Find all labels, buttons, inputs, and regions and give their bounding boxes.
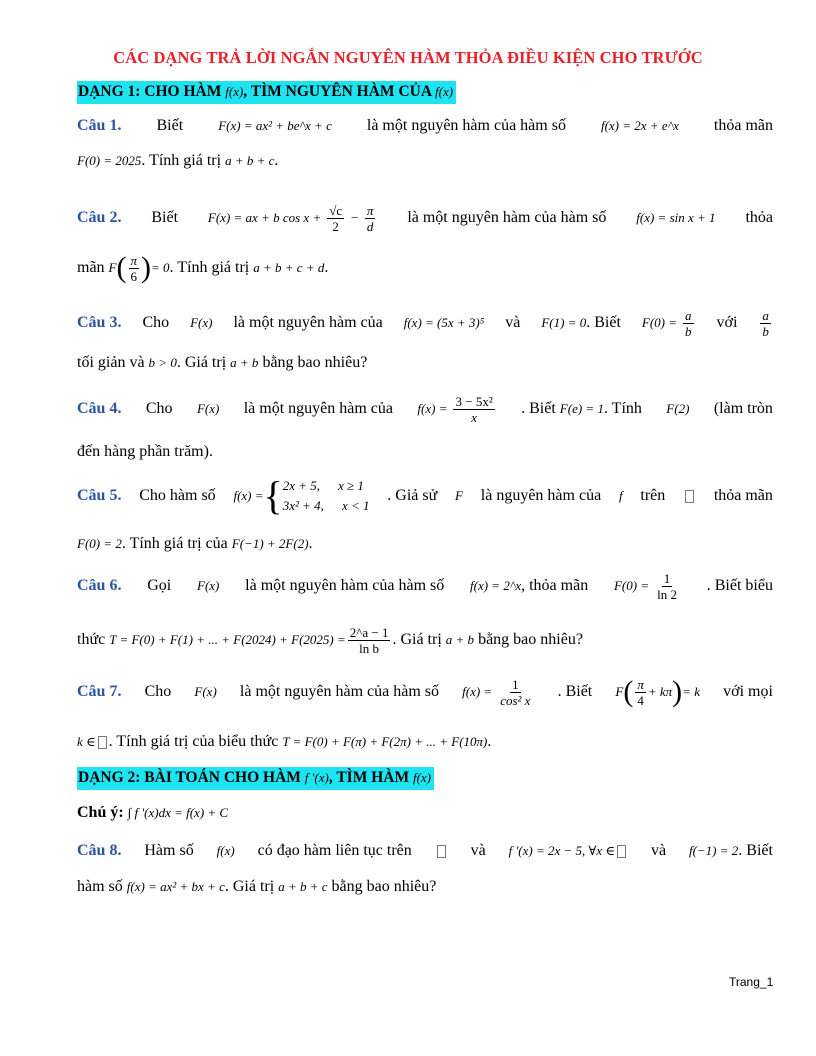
text: là một nguyên hàm của hàm số bbox=[407, 209, 607, 226]
fraction bbox=[327, 203, 344, 234]
numerator: 2^a − 1 bbox=[349, 624, 389, 640]
text: là một nguyên hàm của hàm số bbox=[245, 577, 445, 594]
math-part: F(0) = bbox=[613, 577, 650, 593]
math-fx: f(x) bbox=[412, 770, 432, 785]
question-8-line-1 bbox=[77, 841, 773, 861]
math-expression: T = F(0) + F(1) + ... + F(2024) + F(2025) = bbox=[109, 632, 346, 647]
question-7-line-2 bbox=[77, 732, 773, 752]
question-2-line-2 bbox=[77, 250, 773, 286]
text: bằng bao nhiêu? bbox=[262, 354, 368, 371]
math-expression: f(x) = 2^x bbox=[470, 578, 522, 593]
text: là nguyên hàm của bbox=[480, 487, 602, 504]
math-expression: F(2) bbox=[666, 401, 690, 416]
text: Biết bbox=[156, 117, 184, 134]
math-part: = k bbox=[682, 684, 700, 699]
page-number: Trang_1 bbox=[729, 975, 774, 989]
question-3-line-1 bbox=[77, 305, 773, 341]
section-heading-dang-2 bbox=[77, 767, 434, 790]
question-label: Câu 4. bbox=[77, 400, 122, 417]
math-expression: ∫ f '(x)dx = f(x) + C bbox=[127, 805, 229, 820]
math-expression: f(x) = sin x + 1 bbox=[636, 210, 716, 225]
question-label: Câu 3. bbox=[77, 314, 122, 331]
math-expression: F(0) = 2025 bbox=[77, 153, 142, 168]
math-fx: f(x) bbox=[435, 84, 454, 99]
text: và bbox=[505, 314, 521, 331]
numerator: 3 − 5x² bbox=[455, 393, 493, 409]
text: Cho bbox=[145, 400, 173, 417]
math-expression: f(x) = ax² + bx + c bbox=[126, 879, 225, 894]
math-expression: f(x) = (5x + 3)⁵ bbox=[403, 315, 485, 330]
section-mid: , TÌM NGUYÊN HÀM CỦA bbox=[243, 83, 432, 100]
question-label: Câu 5. bbox=[77, 487, 122, 504]
math-part: − bbox=[350, 209, 359, 225]
numerator: √c bbox=[329, 202, 343, 218]
math-fprime: f '(x) bbox=[304, 770, 329, 785]
math-expression: F(x) bbox=[197, 578, 220, 593]
text: . Tính giá trị của biểu thức bbox=[108, 733, 279, 750]
question-4-line-1 bbox=[77, 389, 773, 429]
case-row bbox=[283, 496, 370, 516]
text: (làm tròn bbox=[713, 400, 773, 417]
page-title: CÁC DẠNG TRẢ LỜI NGẮN NGUYÊN HÀM THỎA ĐIỀU KIỆN CHO TRƯỚC bbox=[113, 48, 703, 67]
math-expression bbox=[614, 571, 681, 602]
paren-close: ) bbox=[672, 675, 683, 708]
text: Cho hàm số bbox=[139, 487, 216, 504]
text: . bbox=[308, 535, 313, 552]
text: là một nguyên hàm của hàm số bbox=[239, 683, 439, 700]
piecewise-function bbox=[233, 473, 370, 518]
math-expression: f bbox=[618, 488, 623, 503]
math-expression bbox=[208, 203, 378, 234]
math-expression: b > 0 bbox=[148, 355, 177, 370]
numerator: π bbox=[366, 202, 374, 218]
text: là một nguyên hàm của bbox=[233, 314, 383, 331]
text: . Tính giá trị của bbox=[121, 535, 228, 552]
fraction bbox=[129, 253, 140, 284]
question-4-line-2 bbox=[77, 442, 773, 462]
math-expression: a + b bbox=[230, 355, 259, 370]
text: Cho bbox=[144, 683, 172, 700]
fraction bbox=[348, 625, 391, 656]
question-label: Câu 6. bbox=[77, 577, 122, 594]
text: thỏa bbox=[745, 209, 773, 226]
text: . Giá trị bbox=[176, 354, 227, 371]
text: với mọi bbox=[723, 683, 773, 700]
text: . Giá trị bbox=[392, 631, 442, 648]
text: . Giá trị bbox=[224, 878, 275, 895]
math-expression: a + b + c bbox=[225, 153, 275, 168]
question-2-line-1 bbox=[77, 200, 773, 236]
math-part: F bbox=[108, 260, 117, 275]
question-label: Câu 2. bbox=[77, 209, 122, 226]
text: . Giả sử bbox=[387, 487, 438, 504]
text: Cho bbox=[142, 314, 170, 331]
math-expression: f(−1) = 2 bbox=[688, 843, 739, 858]
text: Hàm số bbox=[144, 842, 194, 859]
text: Biết bbox=[151, 209, 179, 226]
fraction bbox=[683, 308, 694, 339]
question-7-line-1 bbox=[77, 672, 773, 712]
numerator: π bbox=[637, 676, 644, 692]
math-expression: a + b + c + d bbox=[253, 260, 325, 275]
numerator: π bbox=[130, 252, 138, 268]
case-condition: x < 1 bbox=[341, 498, 370, 513]
text: . Biết biểu bbox=[706, 577, 773, 594]
text: là một nguyên hàm của hàm số bbox=[366, 117, 566, 134]
section-label: DẠNG 1: CHO HÀM bbox=[78, 83, 222, 100]
text: có đạo hàm liên tục trên bbox=[257, 842, 412, 859]
math-expression: F(x) = ax² + be^x + c bbox=[218, 118, 332, 133]
paren-open: ( bbox=[623, 675, 634, 708]
math-part: F bbox=[615, 684, 624, 699]
question-label: Câu 1. bbox=[77, 117, 122, 134]
math-part: F(x) = ax + b cos x + bbox=[207, 209, 322, 225]
fraction bbox=[655, 571, 679, 602]
missing-glyph-icon bbox=[617, 845, 626, 858]
question-5-line-2 bbox=[77, 534, 773, 554]
math-expression: F(x) bbox=[190, 315, 213, 330]
text: . Tính giá trị bbox=[169, 259, 250, 276]
math-expression: f(x) = 2x + e^x bbox=[600, 118, 679, 133]
text: mãn bbox=[77, 259, 105, 276]
math-expression: F bbox=[455, 488, 463, 503]
note-line bbox=[77, 803, 773, 823]
math-fx: f(x) bbox=[225, 84, 244, 99]
denominator: 4 bbox=[637, 692, 644, 708]
numerator: 1 bbox=[512, 676, 519, 692]
math-expression: F(x) bbox=[196, 401, 220, 416]
section-label: DẠNG 2: BÀI TOÁN CHO HÀM bbox=[78, 769, 301, 786]
denominator: ln 2 bbox=[657, 586, 677, 602]
numerator: a bbox=[685, 307, 692, 323]
question-3-line-2 bbox=[77, 353, 773, 373]
text: . Biết bbox=[521, 400, 556, 417]
text: thỏa mãn bbox=[713, 117, 773, 134]
math-expression: a + b bbox=[445, 632, 475, 647]
text: hàm số bbox=[77, 878, 123, 895]
math-expression bbox=[642, 308, 696, 339]
math-expression bbox=[615, 677, 700, 708]
denominator: ln b bbox=[359, 640, 380, 656]
math-expression: F(x) bbox=[194, 684, 217, 699]
math-part: + kπ bbox=[647, 684, 673, 699]
denominator: cos² x bbox=[500, 692, 531, 708]
text: và bbox=[650, 842, 667, 859]
math-expression: F(−1) + 2F(2) bbox=[231, 536, 309, 551]
math-part: = 0 bbox=[151, 260, 170, 275]
question-8-line-2 bbox=[77, 877, 773, 897]
math-expression bbox=[462, 677, 534, 708]
text: thức bbox=[77, 631, 106, 648]
paren-close: ) bbox=[141, 251, 152, 284]
question-6-line-2 bbox=[77, 620, 773, 660]
text: . bbox=[324, 259, 329, 276]
fraction bbox=[635, 677, 646, 708]
question-label: Câu 8. bbox=[77, 842, 122, 859]
math-expression bbox=[417, 394, 496, 425]
fraction bbox=[453, 394, 494, 425]
question-6-line-1 bbox=[77, 566, 773, 606]
text: trên bbox=[640, 487, 666, 504]
section-heading-dang-1 bbox=[77, 81, 456, 104]
fraction bbox=[498, 677, 532, 708]
text: . Biết bbox=[738, 842, 773, 859]
math-expression: T = F(0) + F(π) + F(2π) + ... + F(10π) bbox=[282, 734, 488, 749]
case-expression: 2x + 5, bbox=[282, 478, 321, 493]
text: bằng bao nhiêu? bbox=[331, 878, 437, 895]
cases bbox=[283, 476, 370, 516]
question-label: Câu 7. bbox=[77, 683, 122, 700]
denominator: b bbox=[685, 323, 692, 339]
missing-glyph-icon bbox=[98, 736, 107, 749]
section-mid: , TÌM HÀM bbox=[328, 769, 410, 786]
fraction bbox=[365, 203, 376, 234]
math-part: f(x) = bbox=[462, 683, 493, 699]
math-expression: F(e) = 1 bbox=[559, 401, 604, 416]
math-expression: k ∈ bbox=[77, 734, 96, 749]
missing-glyph-icon bbox=[685, 490, 694, 503]
math-expression: f '(x) = 2x − 5, ∀x ∈ bbox=[508, 843, 616, 858]
fraction bbox=[760, 308, 771, 339]
text: , thỏa mãn bbox=[521, 577, 589, 594]
case-row bbox=[283, 476, 370, 496]
math-expression: f(x) bbox=[216, 843, 235, 858]
missing-glyph-icon bbox=[437, 845, 446, 858]
case-expression: 3x² + 4, bbox=[282, 498, 324, 513]
numerator: 1 bbox=[663, 570, 671, 586]
math-expression: F(0) = 2 bbox=[77, 536, 122, 551]
question-5-line-1 bbox=[77, 474, 773, 518]
denominator: 2 bbox=[332, 218, 339, 234]
text: . Biết bbox=[586, 314, 621, 331]
text: tối giản và bbox=[77, 354, 145, 371]
denominator: x bbox=[471, 409, 477, 425]
math-part: f(x) = bbox=[233, 488, 264, 503]
denominator: d bbox=[366, 218, 374, 234]
text: Gọi bbox=[147, 577, 172, 594]
text: . bbox=[487, 733, 492, 750]
math-part: f(x) = bbox=[417, 400, 448, 416]
note-label: Chú ý: bbox=[77, 804, 124, 821]
text: . Tính giá trị bbox=[141, 152, 222, 169]
denominator: 6 bbox=[130, 268, 137, 284]
case-condition: x ≥ 1 bbox=[338, 478, 364, 493]
math-part: F(0) = bbox=[641, 314, 678, 330]
question-1-line-2 bbox=[77, 151, 773, 171]
brace: { bbox=[263, 473, 283, 518]
text: đến hàng phần trăm). bbox=[77, 443, 213, 460]
text: là một nguyên hàm của bbox=[243, 400, 394, 417]
numerator: a bbox=[762, 307, 769, 323]
text: với bbox=[716, 314, 738, 331]
text: . Tính bbox=[603, 400, 642, 417]
text: . Biết bbox=[557, 683, 593, 700]
paren-open: ( bbox=[116, 251, 127, 284]
math-expression: a + b + c bbox=[278, 879, 328, 894]
question-1-line-1 bbox=[77, 116, 773, 136]
text: và bbox=[470, 842, 486, 859]
text: thỏa mãn bbox=[713, 487, 773, 504]
denominator: b bbox=[762, 323, 769, 339]
text: bằng bao nhiêu? bbox=[478, 631, 583, 648]
text: . bbox=[274, 152, 279, 169]
math-expression: F(1) = 0 bbox=[541, 315, 587, 330]
